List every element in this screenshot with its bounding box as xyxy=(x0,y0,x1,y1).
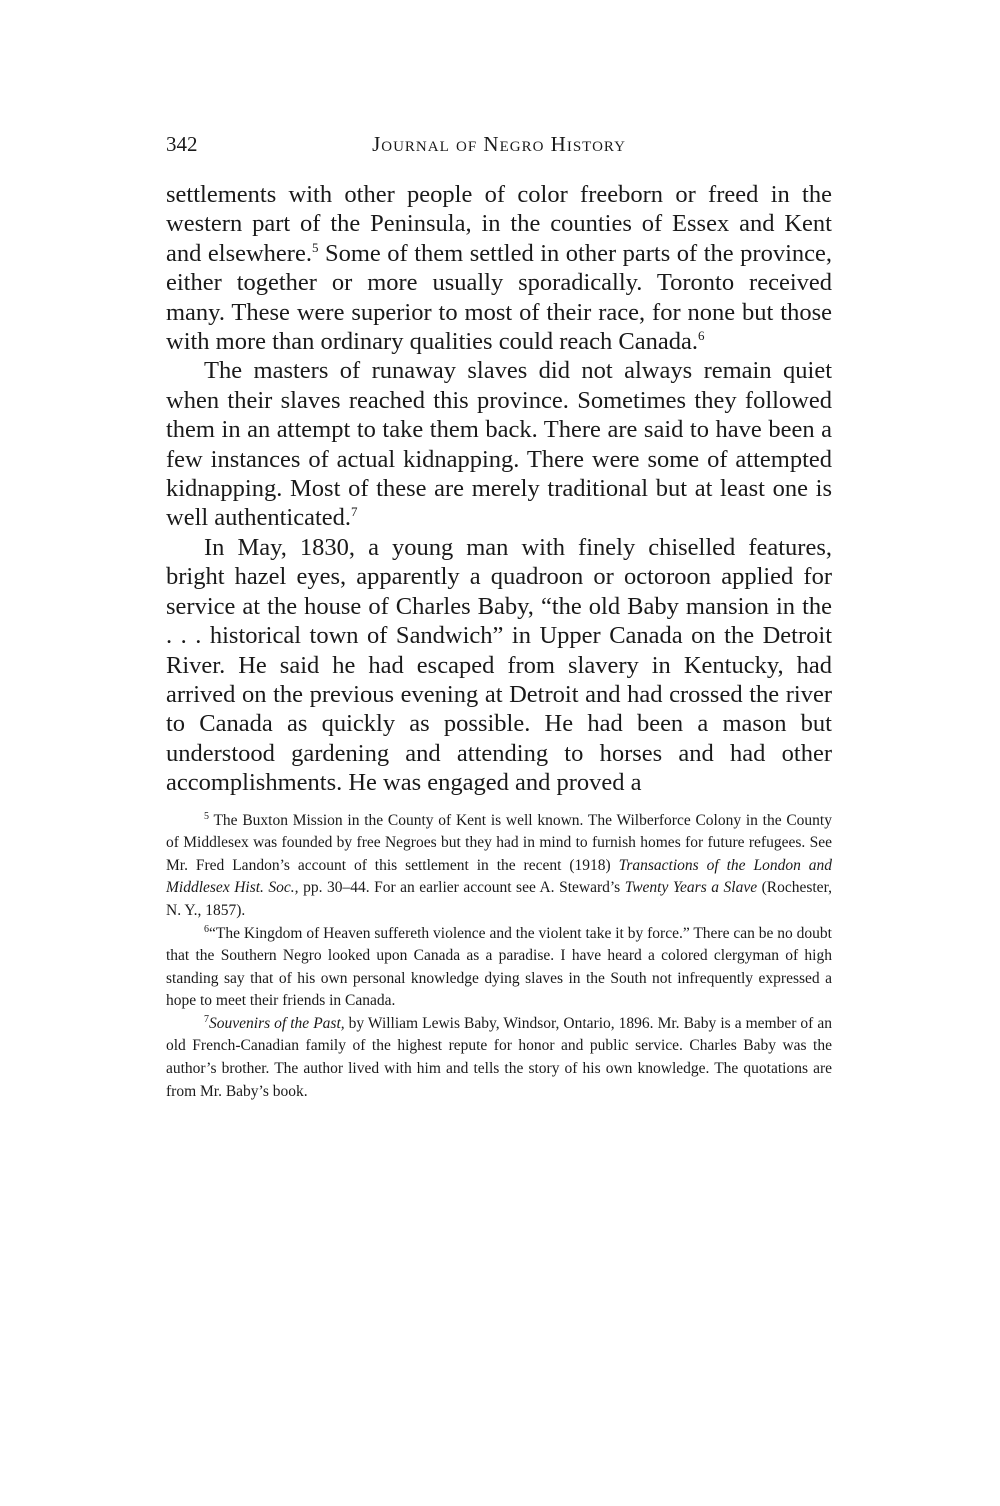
footnote-7-text: by William Lewis Baby, Windsor, Ontario, 1896. Mr. Baby is a member of an old French-Canadian family of the highest repute for honor and public service. Charles Baby was the author’s brother. The author lived with him and tells the story of his own knowledge. The quotations are from Mr. Baby’s book. xyxy=(166,1014,832,1100)
footnote-5 xyxy=(166,810,832,923)
footnote-5-mark: 5 xyxy=(204,810,209,822)
footnote-6-mark: 6 xyxy=(204,923,209,935)
footnote-7-title: Souvenirs of the Past, xyxy=(209,1014,345,1032)
book-page xyxy=(166,128,832,1103)
footnote-ref-5: 5 xyxy=(311,239,319,255)
footnote-5-text-2: pp. 30–44. For an earlier account see A. Steward’s xyxy=(298,879,625,897)
footnotes xyxy=(166,810,832,1104)
body-text xyxy=(166,180,832,798)
footnote-ref-6: 6 xyxy=(698,327,705,343)
paragraph-3: In May, 1830, a young man with finely chiselled features, bright hazel eyes, apparently a quadroon or octoroon applied for service at the house of Charles Baby, “the old Baby mansion in the . . . historical town of Sandwich” in Upper Canada on the Detroit River. He said he had escaped from slavery in Kentucky, had arrived on the previous evening at Detroit and had crossed the river to Canada as quickly as possible. He had been a mason but understood gardening and attending to horses and had other accomplishments. He was engaged and proved a xyxy=(166,533,832,797)
paragraph-2-text: The masters of runaway slaves did not always remain quiet when their slaves reached this province. Sometimes they followed them in an attempt to take them back. There are said to have been a few instances of actual kidnapping. There were some of attempted kidnapping. Most of these are merely traditional but at least one is well authenticated. xyxy=(166,357,832,532)
footnote-5-text-3: (Rochester, N. Y., 1857). xyxy=(166,879,832,919)
paragraph-2 xyxy=(166,356,832,532)
paragraph-1-text-b: Some of them settled in other parts of the province, either together or more usually sporadically. Toronto received many. These were superior to most of their race, for none but those with more than ordinary qualities could reach Canada. xyxy=(166,239,832,356)
footnote-6 xyxy=(166,923,832,1013)
footnote-5-text-1: The Buxton Mission in the County of Kent is well known. The Wilberforce Colony in the County of Middlesex was founded by free Negroes but they had in mind to furnish homes for future refugees. See Mr. Fred Landon’s account of this settlement in the recent (1918) xyxy=(166,811,832,874)
page-header xyxy=(166,128,832,162)
paragraph-1-text-a: settlements with other people of color freeborn or freed in the western part of the Peninsula, in the counties of Essex and Kent and elsewhere. xyxy=(166,181,832,267)
footnote-7 xyxy=(166,1013,832,1103)
footnote-6-text: “The Kingdom of Heaven suffereth violence and the violent take it by force.” There can be no doubt that the Southern Negro looked upon Canada as a paradise. I have heard a colored clergyman of high standing say that of his own personal knowledge dying slaves in the South not infrequently expressed a hope to meet their friends in Canada. xyxy=(166,924,832,1010)
footnote-7-mark: 7 xyxy=(204,1013,209,1025)
paragraph-1 xyxy=(166,180,832,356)
page-number: 342 xyxy=(166,132,198,156)
running-head: Journal of Negro History xyxy=(372,132,626,156)
footnote-5-title-2: Twenty Years a Slave xyxy=(624,879,758,897)
footnote-ref-7: 7 xyxy=(351,504,358,520)
footnote-5-title-1: Transactions of the London and Middlesex Hist. Soc., xyxy=(166,856,832,897)
